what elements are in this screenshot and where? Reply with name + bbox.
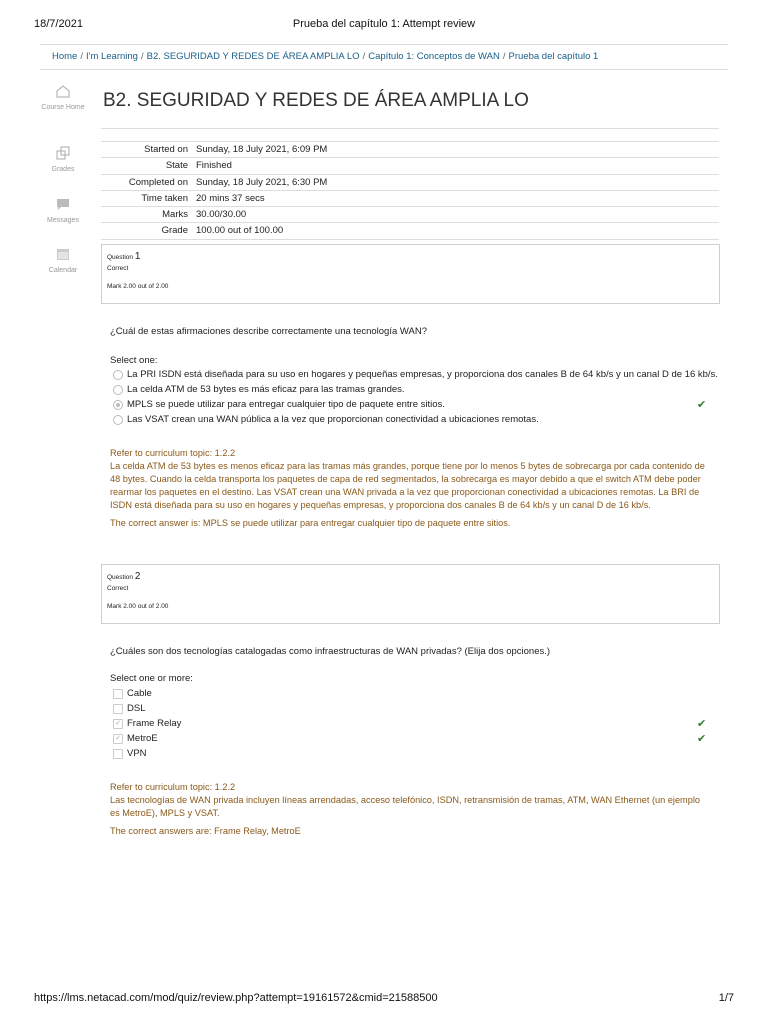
summary-value: Finished [196,160,232,172]
summary-key: Completed on [128,176,188,188]
sidebar-item-messages[interactable] [40,197,86,226]
messages-icon [56,197,70,211]
sidebar-item-calendar[interactable] [40,247,86,276]
checkmark-icon: ✔ [697,718,707,730]
feedback-explanation: La celda ATM de 53 bytes es menos eficaz para las tramas más grandes, porque tiene por lo menos 5 bytes de sobrecarga por cada contenido de 48 bytes. Cuando la celda transporta los paquetes de capa de red segmentados, la sobrecarga es mayor debido a que el switch ATM debe poder rearmar los paquetes en el destino. Las VSAT crean una WAN privada a la vez que proporcionan conectividad a ubicaciones remotas. La BRI de ISDN está diseñada para su uso en hogares y pequeñas empresas, y proporciona dos canales B de 64 kb/s y un canal D de 16 kb/s. [110,461,705,510]
summary-value: 20 mins 37 secs [196,192,265,204]
question-number-value: 1 [134,251,141,262]
sidebar-item-label: Messages [47,217,79,224]
checkbox[interactable] [113,704,123,714]
print-title: Prueba del capítulo 1: Attempt review [292,18,476,30]
question-state: Correct [107,585,129,592]
print-header [34,18,734,32]
breadcrumb-separator: / [362,51,366,62]
summary-key: State [165,160,188,172]
question-2-correct-answer: The correct answers are: Frame Relay, MetroE [110,826,301,836]
sidebar-item-course-home[interactable] [40,84,86,113]
question-2-prompt: Select one or more: [110,673,193,684]
checkbox[interactable] [113,689,123,699]
question-2-option[interactable] [113,688,713,702]
option-label: MPLS se puede utilizar para entregar cualquier tipo de paquete entre sitios. [127,399,445,410]
grades-icon [56,146,70,160]
question-1-info [101,244,720,304]
question-1-prompt: Select one: [110,355,158,366]
question-2-option[interactable] [113,748,713,762]
option-label: Frame Relay [127,718,182,729]
question-mark: Mark 2.00 out of 2.00 [107,603,169,610]
question-1-option[interactable] [113,399,713,413]
print-date: 18/7/2021 [34,18,83,30]
breadcrumb-quiz[interactable]: Prueba del capítulo 1 [508,51,599,62]
question-2-info [101,564,720,624]
breadcrumb-chapter[interactable]: Capítulo 1: Conceptos de WAN [368,51,500,62]
question-1-correct-answer: The correct answer is: MPLS se puede utilizar para entregar cualquier tipo de paquete entre sitios. [110,518,511,528]
summary-value: Sunday, 18 July 2021, 6:09 PM [196,144,328,155]
sidebar-item-label: Grades [51,166,75,173]
question-2-option[interactable] [113,703,713,717]
summary-spacer [101,129,719,142]
option-label: Cable [127,688,152,699]
feedback-topic: Refer to curriculum topic: 1.2.2 [110,448,236,458]
question-1-option[interactable] [113,369,718,383]
print-page-count: 1/7 [718,992,734,1004]
summary-row-time-taken [101,191,719,207]
checkmark-icon: ✔ [697,399,707,411]
summary-key: Grade [161,225,188,237]
sidebar-item-grades[interactable] [40,146,86,175]
question-2-feedback [110,781,710,820]
question-2-text: ¿Cuáles son dos tecnologías catalogadas como infraestructuras de WAN privadas? (Elija dos opciones.) [110,646,551,657]
question-2-option[interactable] [113,733,713,747]
calendar-icon [56,247,70,261]
option-label: MetroE [127,733,158,744]
radio-button[interactable] [113,370,123,380]
option-label: VPN [127,748,147,759]
option-label: DSL [127,703,146,714]
question-number-label: Question [107,254,134,261]
question-number-label: Question [107,574,134,581]
option-label: La PRI ISDN está diseñada para su uso en hogares y pequeñas empresas, y proporciona dos canales B de 64 kb/s y un canal D de 16 kb/s. [127,369,718,380]
summary-value: 30.00/30.00 [196,209,247,221]
checkbox[interactable] [113,749,123,759]
feedback-topic: Refer to curriculum topic: 1.2.2 [110,782,236,792]
home-icon [56,84,70,98]
question-state: Correct [107,265,129,272]
summary-key: Started on [144,144,188,155]
breadcrumb-im-learning[interactable]: I'm Learning [85,51,138,62]
breadcrumb-separator: / [140,51,144,62]
sidebar-item-label: Course Home [41,104,85,111]
summary-value: Sunday, 18 July 2021, 6:30 PM [196,176,328,188]
radio-button[interactable] [113,415,123,425]
attempt-summary-table [101,128,719,240]
summary-row-completed [101,175,719,191]
summary-key: Time taken [141,192,188,204]
question-1-feedback [110,447,710,512]
question-2-option[interactable] [113,718,713,732]
radio-button[interactable] [113,385,123,395]
summary-key: Marks [162,209,188,221]
question-1-option[interactable] [113,414,713,428]
checkbox-checked[interactable]: ✓ [113,734,123,744]
question-number [107,251,140,262]
feedback-explanation: Las tecnologías de WAN privada incluyen líneas arrendadas, acceso telefónico, ISDN, retransmisión de tramas, ATM, WAN Ethernet (un ejemplo es MetroE), MPLS y VSAT. [110,795,700,818]
breadcrumb-bar [40,44,728,70]
summary-row-grade [101,223,719,239]
radio-button-selected[interactable] [113,400,123,410]
option-label: La celda ATM de 53 bytes es más eficaz para las tramas grandes. [127,384,405,395]
breadcrumb-home[interactable]: Home [52,51,78,62]
breadcrumb-separator: / [502,51,506,62]
question-mark: Mark 2.00 out of 2.00 [107,283,169,290]
summary-row-started [101,142,719,158]
print-url: https://lms.netacad.com/mod/quiz/review.php?attempt=19161572&cmid=21588500 [34,992,438,1004]
breadcrumb-course[interactable]: B2. SEGURIDAD Y REDES DE ÁREA AMPLIA LO [146,51,360,62]
question-number [107,571,140,582]
checkbox-checked[interactable]: ✓ [113,719,123,729]
summary-value: 100.00 out of 100.00 [196,225,284,237]
option-label: Las VSAT crean una WAN pública a la vez que proporcionan conectividad a ubicaciones remotas. [127,414,539,425]
breadcrumb-separator: / [80,51,83,62]
question-1-option[interactable] [113,384,713,398]
question-1-text: ¿Cuál de estas afirmaciones describe correctamente una tecnología WAN? [110,326,427,337]
question-number-value: 2 [134,571,141,582]
summary-row-state [101,158,719,174]
page-title: B2. SEGURIDAD Y REDES DE ÁREA AMPLIA LO [103,90,529,111]
checkmark-icon: ✔ [697,733,707,745]
sidebar-item-label: Calendar [48,267,78,274]
summary-row-marks [101,207,719,223]
breadcrumb [52,51,598,62]
